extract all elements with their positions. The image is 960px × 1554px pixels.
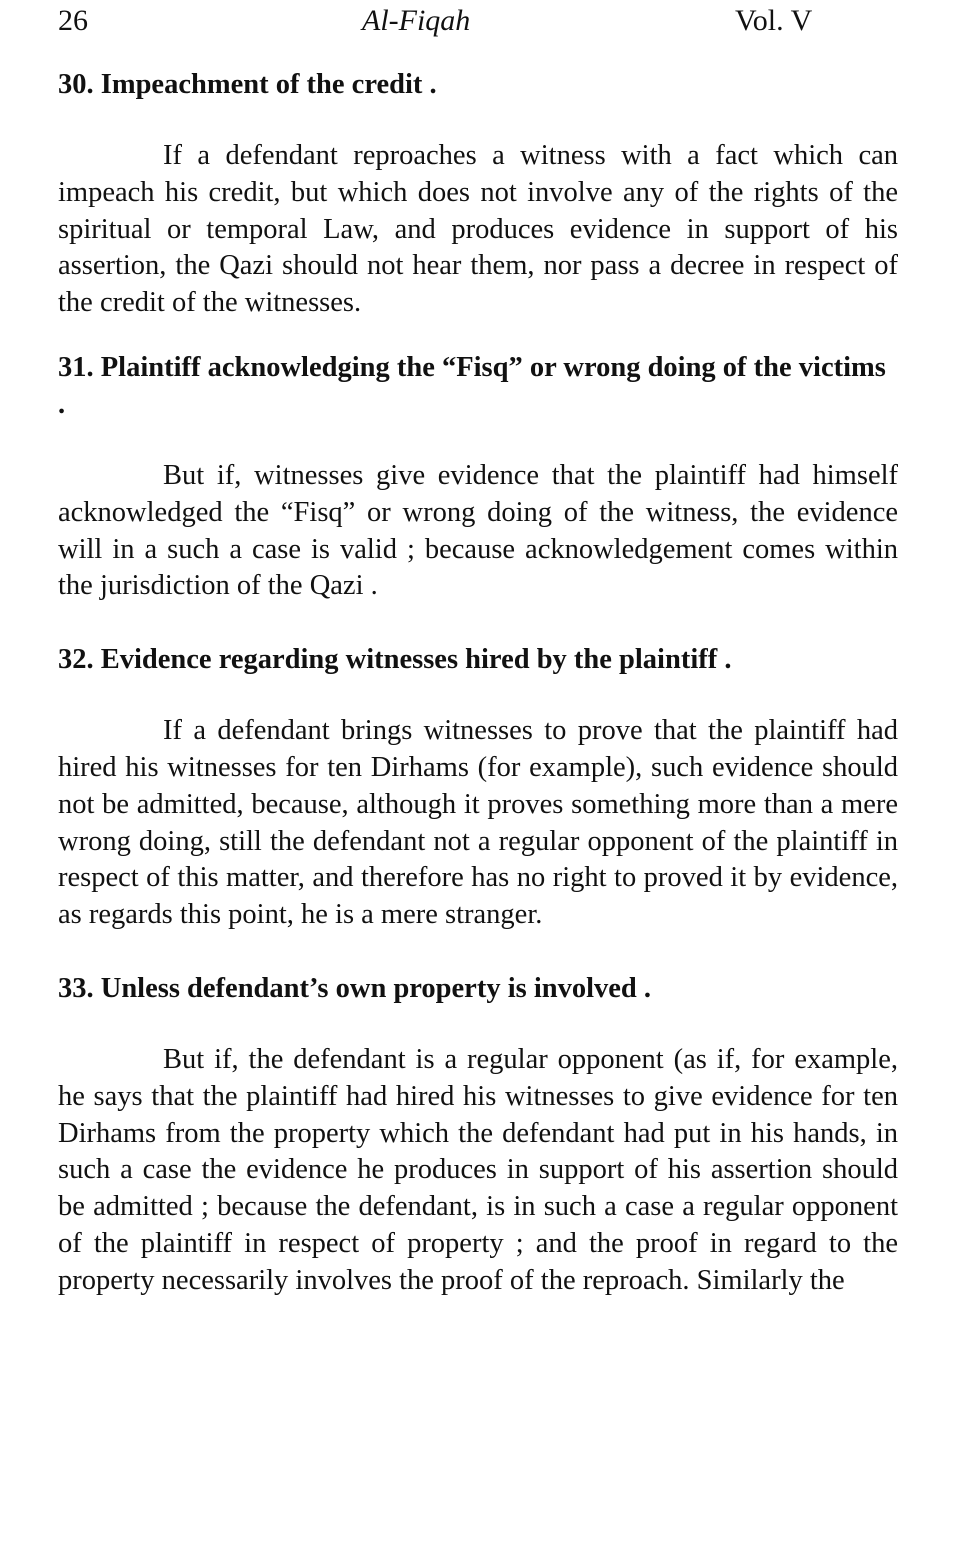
section-paragraph: If a defendant reproaches a witness with a fact which can impeach his credit, but which does not involve any of the rights of the spiritual or temporal Law, and produces evidence in support of his assertion, the Qazi should not hear them, nor pass a decree in respect of the credit of the witnesses.	[58, 140, 898, 319]
section-32	[58, 641, 898, 934]
section-paragraph: If a defendant brings witnesses to prove that the plaintiff had hired his witnesses for ten Dirhams (for example), such evidence should not be admitted, because, although it proves something more than a mere wrong doing, still the defendant not a regular opponent of the plaintiff in respect of this matter, and therefore has no right to proved it by evidence, as regards this point, he is a mere stranger.	[58, 715, 898, 931]
section-heading: 31. Plaintiff acknowledging the “Fisq” or wrong doing of the victims .	[58, 351, 886, 420]
page-number: 26	[58, 4, 88, 37]
section-heading: 32. Evidence regarding witnesses hired by the plaintiff .	[58, 644, 732, 676]
running-head	[58, 0, 898, 48]
book-title: Al-Fiqah	[362, 4, 471, 37]
section-31	[58, 349, 898, 605]
section-heading: 33. Unless defendant’s own property is involved .	[58, 972, 652, 1004]
section-30	[58, 66, 898, 322]
document-page	[58, 0, 898, 1300]
section-heading: 30. Impeachment of the credit .	[58, 69, 437, 100]
section-33	[58, 970, 898, 1300]
volume-label: Vol. V	[735, 4, 813, 37]
section-paragraph: But if, witnesses give evidence that the plaintiff had himself acknowledged the “Fisq” or wrong doing of the witness, the evidence will in a such a case is valid ; because acknowledgement comes within the jurisdiction of the Qazi .	[58, 459, 898, 602]
section-paragraph: But if, the defendant is a regular opponent (as if, for example, he says that the plaintiff had hired his witnesses to give evidence for ten Dirhams from the property which the defendant had put in his hands, in such a case the evidence he produces in support of his assertion should be admitted ; because the defendant, is in such a case a regular opponent of the plaintiff in respect of property ; and the proof in regard to the property necessarily involves the proof of the reproach. Similarly the	[58, 1043, 898, 1296]
